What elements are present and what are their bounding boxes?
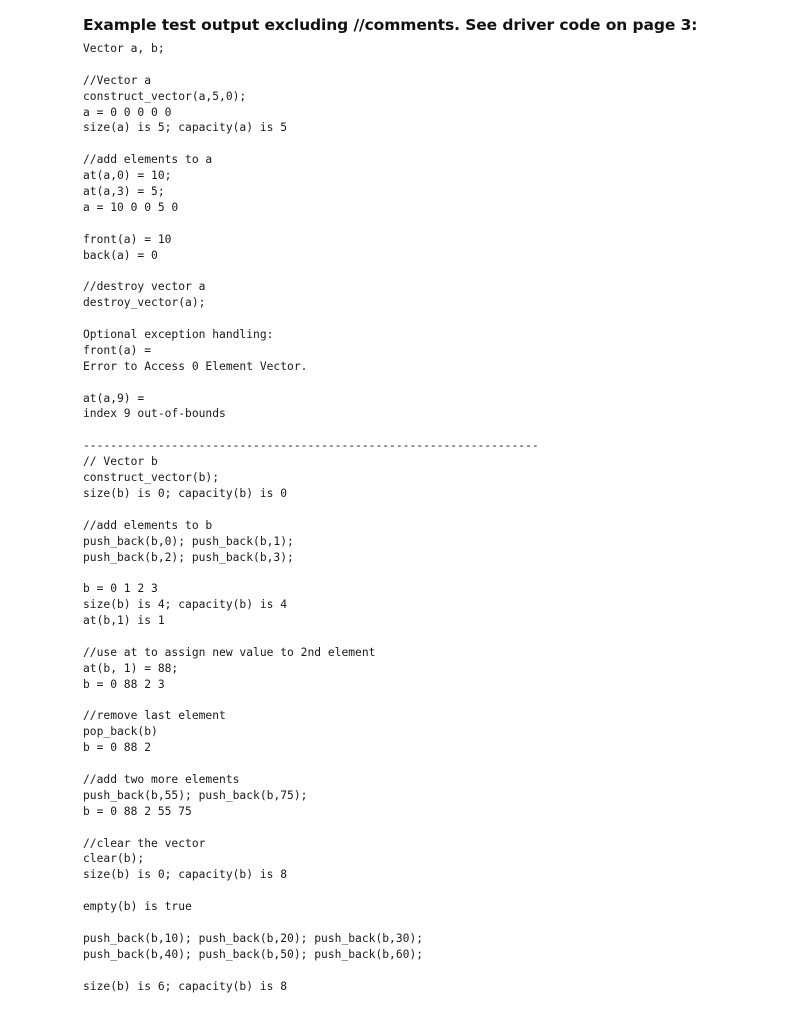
code-line: clear(b);	[83, 852, 145, 866]
code-line: //add two more elements	[83, 772, 240, 786]
code-line: Error to Access 0 Element Vector.	[83, 359, 308, 373]
code-line: //use at to assign new value to 2nd element	[83, 645, 376, 659]
code-line: empty(b) is true	[83, 900, 192, 914]
code-line: //destroy vector a	[83, 280, 206, 294]
code-line: push_back(b,55); push_back(b,75);	[83, 788, 308, 802]
code-line: //Vector a	[83, 73, 152, 87]
code-line: at(a,9) =	[83, 391, 145, 405]
blank-line	[83, 422, 778, 438]
blank-line	[83, 883, 778, 899]
code-line: a = 10 0 0 5 0	[83, 200, 179, 214]
code-line: size(b) is 4; capacity(b) is 4	[83, 598, 288, 612]
code-line: push_back(b,10); push_back(b,20); push_back(b,30);	[83, 931, 424, 945]
code-line: push_back(b,40); push_back(b,50); push_back(b,60);	[83, 947, 424, 961]
code-line: at(a,3) = 5;	[83, 185, 165, 199]
page-heading: Example test output excluding //comments. See driver code on page 3:	[83, 16, 698, 34]
blank-line	[83, 216, 778, 232]
code-line: Vector a, b;	[83, 42, 165, 55]
blank-line	[83, 963, 778, 979]
code-line: size(b) is 6; capacity(b) is 8	[83, 979, 288, 993]
document-page	[83, 14, 778, 994]
code-line: at(b, 1) = 88;	[83, 661, 179, 675]
blank-line	[83, 629, 778, 645]
code-line: push_back(b,0); push_back(b,1);	[83, 534, 294, 548]
code-line: b = 0 1 2 3	[83, 582, 158, 596]
blank-line	[83, 136, 778, 152]
code-line: size(a) is 5; capacity(a) is 5	[83, 121, 288, 135]
blank-line	[83, 263, 778, 279]
code-line: size(b) is 0; capacity(b) is 8	[83, 868, 288, 882]
code-line: push_back(b,2); push_back(b,3);	[83, 550, 294, 564]
code-line: //add elements to a	[83, 153, 213, 167]
blank-line	[83, 820, 778, 836]
blank-line	[83, 915, 778, 931]
blank-line	[83, 693, 778, 709]
code-line: back(a) = 0	[83, 248, 158, 262]
separator-line: -------------------------------------------------------------------	[83, 439, 539, 453]
code-line: index 9 out-of-bounds	[83, 407, 226, 421]
code-line: destroy_vector(a);	[83, 296, 206, 310]
code-line: b = 0 88 2 55 75	[83, 804, 192, 818]
blank-line	[83, 502, 778, 518]
code-line: //add elements to b	[83, 518, 213, 532]
blank-line	[83, 375, 778, 391]
blank-line	[83, 756, 778, 772]
blank-line	[83, 57, 778, 73]
code-line: construct_vector(a,5,0);	[83, 89, 247, 103]
code-line: b = 0 88 2	[83, 741, 152, 755]
blank-line	[83, 311, 778, 327]
code-line: //clear the vector	[83, 836, 206, 850]
code-output-block	[83, 41, 778, 994]
code-line: b = 0 88 2 3	[83, 677, 165, 691]
code-line: size(b) is 0; capacity(b) is 0	[83, 486, 288, 500]
code-line: // Vector b	[83, 455, 158, 469]
code-line: //remove last element	[83, 709, 226, 723]
code-line: pop_back(b)	[83, 725, 158, 739]
code-line: a = 0 0 0 0 0	[83, 105, 172, 119]
code-line: Optional exception handling:	[83, 328, 274, 342]
code-line: front(a) = 10	[83, 232, 172, 246]
blank-line	[83, 565, 778, 581]
code-line: front(a) =	[83, 343, 152, 357]
code-line: at(b,1) is 1	[83, 614, 165, 628]
code-line: at(a,0) = 10;	[83, 169, 172, 183]
code-line: construct_vector(b);	[83, 471, 220, 485]
